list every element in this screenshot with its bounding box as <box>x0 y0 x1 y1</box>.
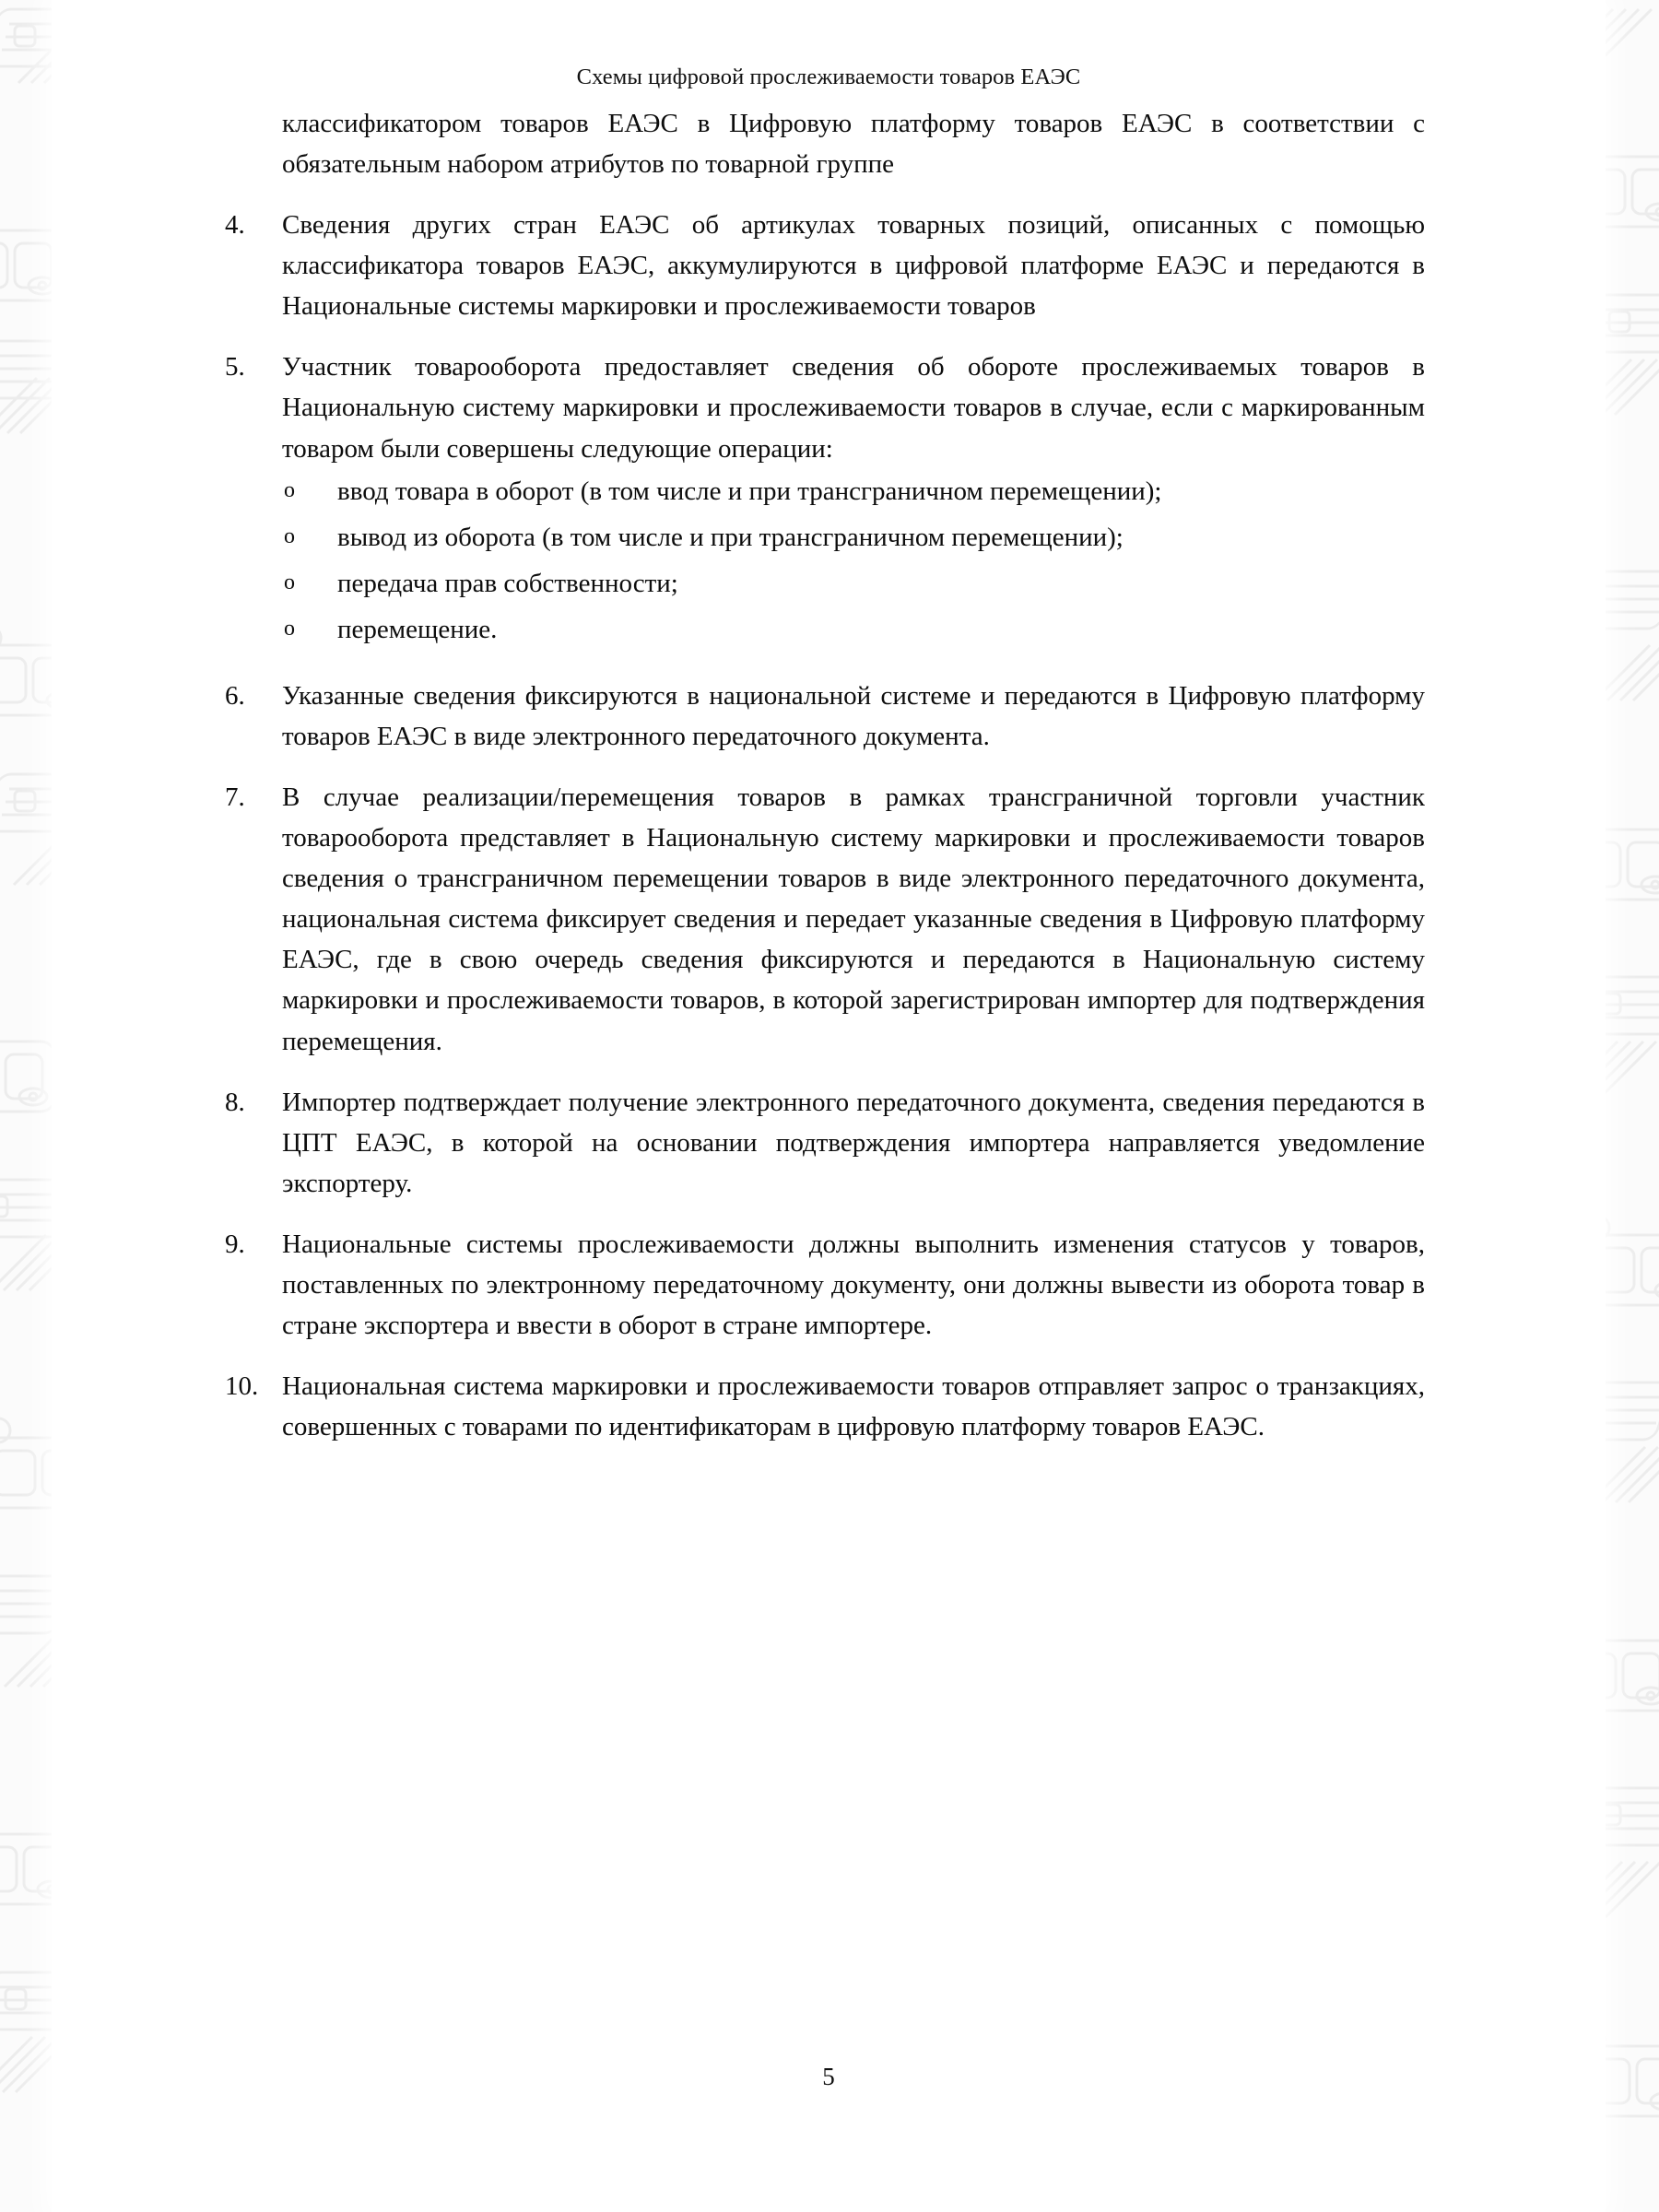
list-item-text: Импортер подтверждает получение электронного передаточного документа, сведения передаются в ЦПТ ЕАЭС, в которой на основании подтверждения импортера направляется уведомление экспортеру. <box>282 1087 1425 1198</box>
list-item-number: 10. <box>225 1371 259 1402</box>
list-item-number: 8. <box>225 1087 245 1117</box>
sub-list-item-text: ввод товара в оборот (в том числе и при трансграничном перемещении); <box>337 476 1162 506</box>
list-item <box>219 347 1425 655</box>
bullet-marker-icon: o <box>284 570 295 594</box>
list-item-text: Сведения других стран ЕАЭС об артикулах товарных позиций, описанных с помощью классификатора товаров ЕАЭС, аккумулируются в цифровой платформе ЕАЭС и передаются в Национальные системы маркировки и прослеживаемости товаров <box>282 210 1425 322</box>
list-item <box>219 777 1425 1062</box>
list-item <box>219 205 1425 326</box>
sub-list-item-text: передача прав собственности; <box>337 568 678 598</box>
list-item-body <box>282 1224 1425 1346</box>
list-item-body <box>282 676 1425 757</box>
document-body <box>219 103 1425 1467</box>
sub-list-item-text: перемещение. <box>337 614 498 644</box>
list-item-text: В случае реализации/перемещения товаров в рамках трансграничной торговли участник товарооборота представляет в Национальную систему маркировки и прослеживаемости товаров сведения о трансграничном перемещении товаров в виде электронного передаточного документа, национальная система фиксирует сведения и передает указанные сведения в Цифровую платформу ЕАЭС, где в свою очередь сведения фиксируются и передаются в Национальную систему маркировки и прослеживаемости товаров, в которой зарегистрирован импортер для подтверждения перемещения. <box>282 782 1425 1056</box>
list-item-body <box>282 777 1425 1062</box>
sub-list <box>282 471 1425 650</box>
sub-list-item <box>282 563 1425 604</box>
sub-list-item <box>282 609 1425 650</box>
document-page <box>52 0 1606 2212</box>
bullet-marker-icon: o <box>284 524 295 548</box>
list-item-text: Национальные системы прослеживаемости должны выполнить изменения статусов у товаров, поставленных по электронному передаточному документу, они должны вывести из оборота товар в стране экспортера и ввести в оборот в стране импортере. <box>282 1229 1425 1341</box>
bullet-marker-icon: o <box>284 477 295 502</box>
lead-paragraph: классификатором товаров ЕАЭС в Цифровую платформу товаров ЕАЭС в соответствии с обязательным набором атрибутов по товарной группе <box>282 109 1425 180</box>
sub-list-item-text: вывод из оборота (в том числе и при трансграничном перемещении); <box>337 522 1124 552</box>
list-item-body <box>282 1082 1425 1204</box>
list-item-number: 4. <box>225 210 245 241</box>
list-item-text: Участник товарооборота предоставляет сведения об обороте прослеживаемых товаров в Национальную систему маркировки и прослеживаемости товаров в случае, если с маркированным товаром были совершены следующие операции: <box>282 352 1425 464</box>
list-item-number: 5. <box>225 352 245 382</box>
sub-list-item <box>282 517 1425 558</box>
list-item-text: Национальная система маркировки и прослеживаемости товаров отправляет запрос о транзакциях, совершенных с товарами по идентификаторам в цифровую платформу товаров ЕАЭС. <box>282 1371 1425 1442</box>
list-item-body <box>282 347 1425 655</box>
list-item-body <box>282 205 1425 326</box>
list-item <box>219 1082 1425 1204</box>
list-item <box>219 676 1425 757</box>
list-item-number: 6. <box>225 680 245 711</box>
bullet-marker-icon: o <box>284 616 295 641</box>
page-number: 5 <box>822 2063 835 2090</box>
list-item-body <box>282 1366 1425 1447</box>
list-item-text: Указанные сведения фиксируются в национальной системе и передаются в Цифровую платформу товаров ЕАЭС в виде электронного передаточного документа. <box>282 680 1425 752</box>
list-item-number: 7. <box>225 782 245 813</box>
list-item-number: 9. <box>225 1229 245 1259</box>
page-header: Схемы цифровой прослеживаемости товаров ЕАЭС <box>576 65 1081 89</box>
sub-list-item <box>282 471 1425 512</box>
list-item <box>219 1366 1425 1447</box>
list-item <box>219 1224 1425 1346</box>
